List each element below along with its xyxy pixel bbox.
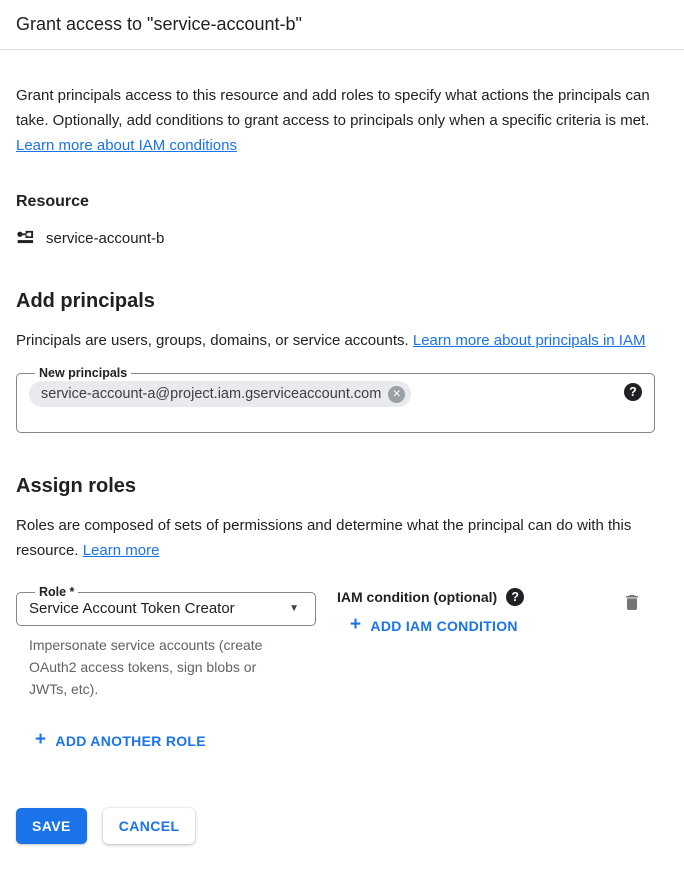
resource-name: service-account-b [46,229,165,247]
plus-icon: + [350,614,362,635]
service-account-icon [16,228,36,248]
dialog-header [0,0,684,50]
role-select-value: Service Account Token Creator [29,600,235,617]
roles-learn-more-link[interactable]: Learn more [82,542,160,559]
role-select-value-row [29,599,303,617]
add-principals-heading: Add principals [16,290,155,312]
role-column [16,585,316,700]
condition-label: IAM condition (optional) [337,589,498,605]
assign-roles-heading: Assign roles [16,475,137,497]
trash-icon [622,601,642,616]
cancel-button[interactable]: CANCEL [103,808,196,844]
iam-conditions-link[interactable]: Learn more about IAM conditions [16,137,237,154]
principal-chip-text: service-account-a@project.iam.gserviceaccount.com [41,386,382,402]
page-title: Grant access to "service-account-b" [16,14,302,34]
principal-chip [29,381,411,407]
add-another-role-button[interactable] [35,731,206,750]
dropdown-arrow-icon: ▼ [289,603,299,614]
add-iam-condition-button[interactable] [350,616,518,635]
condition-help-icon[interactable]: ? [506,588,524,606]
chip-remove-icon[interactable]: ✕ [388,386,405,403]
add-iam-condition-label: ADD IAM CONDITION [370,617,518,634]
assign-roles-text: Roles are composed of sets of permissions and determine what the principal can do with this resource. [16,517,632,559]
dialog-footer [16,808,668,844]
delete-column [622,585,642,618]
resource-row [16,228,668,248]
add-another-role-label: ADD ANOTHER ROLE [55,732,206,749]
role-row [16,585,668,700]
intro-text: Grant principals access to this resource and add roles to specify what actions the principals can take. Optionally, add conditions to grant access to principals only when a specific criteria is met. [16,87,650,129]
resource-heading: Resource [16,193,89,210]
role-select-label: Role * [39,585,75,599]
new-principals-content [29,381,642,407]
condition-column [337,585,524,636]
role-select[interactable] [16,585,316,626]
new-principals-label: New principals [39,366,128,380]
intro-paragraph [16,83,668,158]
save-button[interactable]: SAVE [16,808,87,844]
principals-learn-more-link[interactable]: Learn more about principals in IAM [412,332,646,349]
condition-label-row [337,588,524,606]
assign-roles-description [16,513,668,563]
role-description: Impersonate service accounts (create OAuth2 access tokens, sign blobs or JWTs, etc). [29,637,263,697]
add-principals-description [16,328,668,353]
dialog-body [0,83,684,844]
new-principals-field[interactable] [16,366,655,433]
delete-role-button[interactable] [622,592,642,616]
principals-help-icon[interactable]: ? [624,383,642,401]
add-principals-text: Principals are users, groups, domains, or service accounts. [16,332,409,349]
plus-icon: + [35,729,47,750]
